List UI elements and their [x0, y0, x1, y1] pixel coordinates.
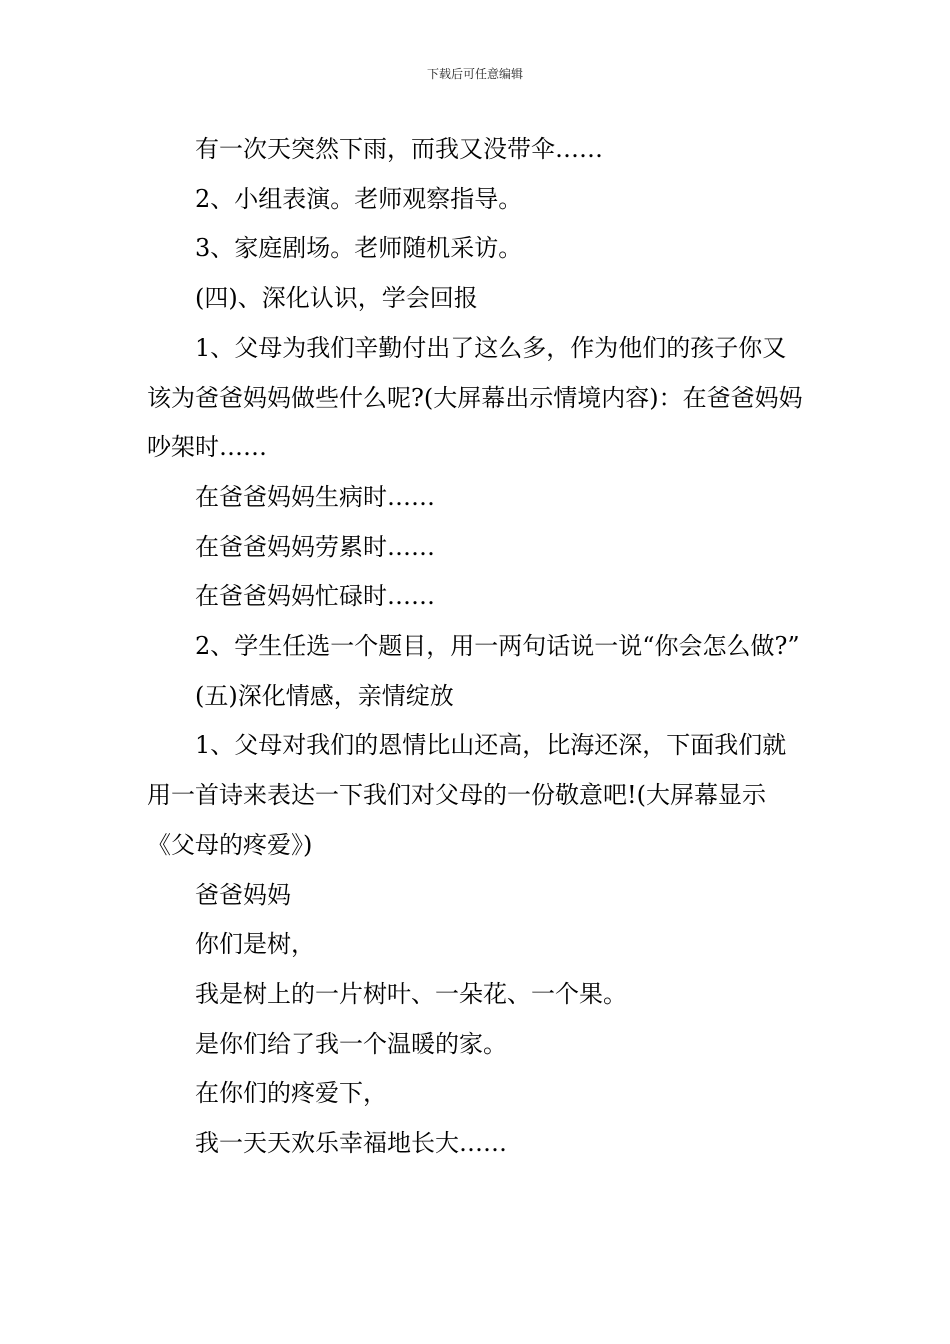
header-note: 下载后可任意编辑 — [426, 67, 523, 81]
paragraph: 1、父母对我们的恩情比山还高，比海还深，下面我们就用一首诗来表达一下我们对父母的一份敬意吧!(大屏幕显示《父母的疼爱》) — [147, 731, 787, 859]
poem-line: 你们是树， — [195, 930, 315, 959]
poem-line: 在你们的疼爱下， — [195, 1079, 387, 1108]
section-heading: (四)、深化认识，学会回报 — [195, 284, 478, 313]
poem-line: 是你们给了我一个温暖的家。 — [195, 1029, 507, 1058]
section-heading: (五)深化情感，亲情绽放 — [195, 681, 454, 710]
paragraph: 在爸爸妈妈忙碌时…… — [195, 582, 435, 611]
paragraph: 2、小组表演。老师观察指导。 — [195, 184, 523, 213]
poem-line: 爸爸妈妈 — [195, 880, 291, 909]
paragraph: 3、家庭剧场。老师随机采访。 — [195, 234, 523, 263]
paragraph: 2、学生任选一个题目，用一两句话说一说“你会怎么做?” — [195, 632, 800, 661]
document-body — [147, 125, 807, 1169]
paragraph: 1、父母为我们辛勤付出了这么多，作为他们的孩子你又该为爸爸妈妈做些什么呢?(大屏幕出示情境内容)：在爸爸妈妈吵架时…… — [147, 333, 803, 462]
poem-line: 我一天天欢乐幸福地长大…… — [195, 1129, 507, 1158]
paragraph: 在爸爸妈妈生病时…… — [195, 482, 435, 511]
paragraph: 有一次天突然下雨，而我又没带伞…… — [195, 135, 603, 163]
paragraph: 在爸爸妈妈劳累时…… — [195, 532, 435, 561]
poem-line: 我是树上的一片树叶、一朵花、一个果。 — [195, 979, 627, 1008]
